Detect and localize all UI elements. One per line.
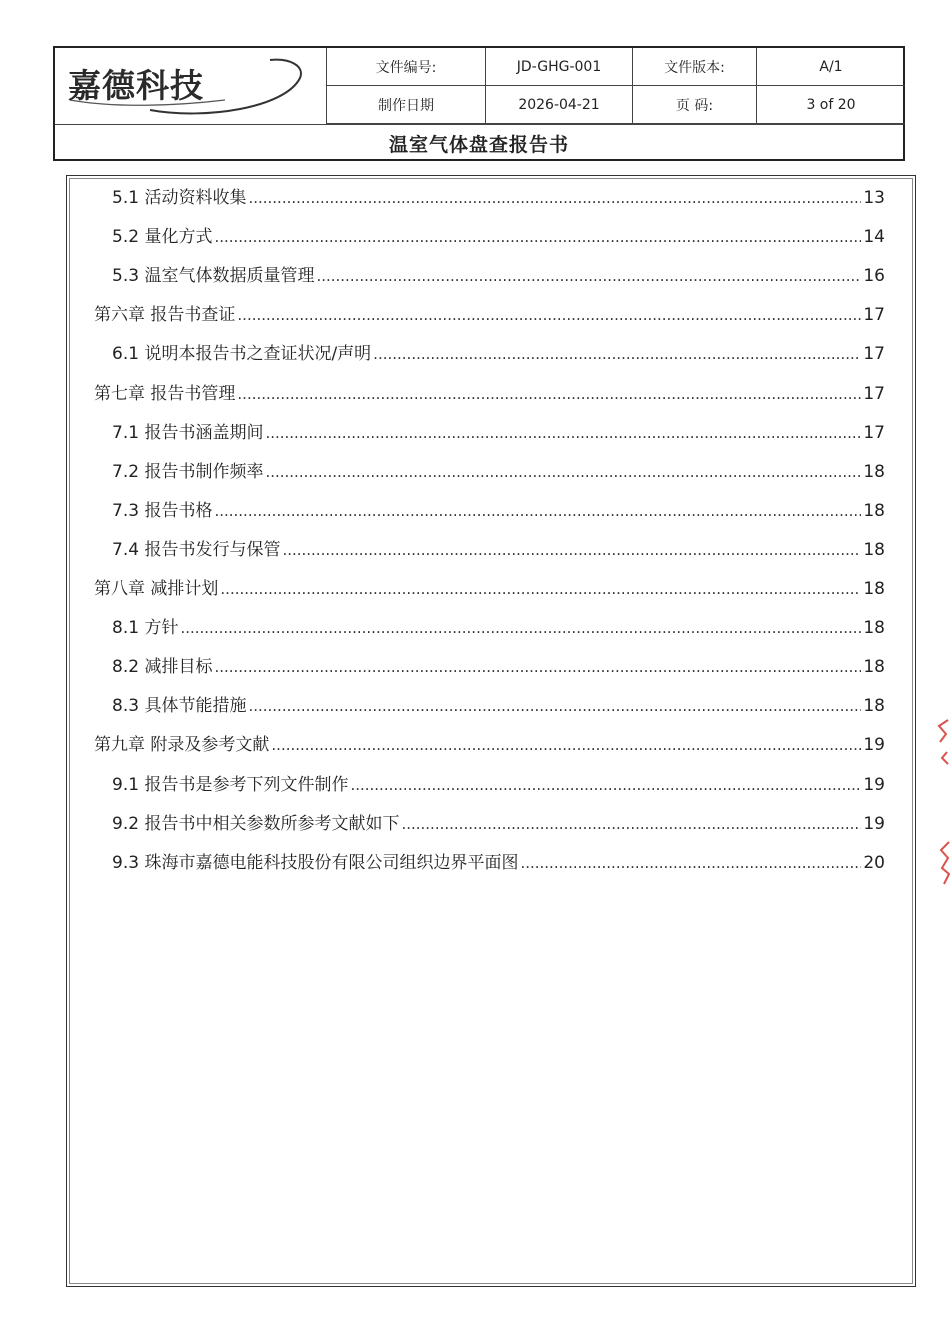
toc-entry-title: 8.1 方针 [112,618,179,639]
toc-entry [112,809,885,833]
toc-entry-title: 第七章 报告书管理 [94,383,236,404]
toc-leader-dots [316,267,861,285]
toc-entry-title: 8.2 减排目标 [112,657,213,678]
page-label: 页 码: [633,86,757,124]
toc-leader-dots [214,228,861,246]
toc-entry [94,300,885,324]
toc-entry [112,339,885,363]
toc-entry-page: 19 [863,774,885,795]
toc-entry-title: 5.1 活动资料收集 [112,188,247,208]
toc-entry-title: 9.3 珠海市嘉德电能科技股份有限公司组织边界平面图 [112,852,519,873]
date-value: 2026-04-21 [486,86,633,124]
toc-entry-page: 13 [863,188,885,208]
toc-entry-page: 18 [863,500,885,521]
toc-entry [112,183,885,207]
toc-entry-page: 17 [863,344,885,365]
toc-entry-page: 17 [863,383,885,404]
doc-no-label: 文件编号: [327,48,486,86]
toc-leader-dots [237,385,861,403]
logo-text: 嘉德科技 [68,66,204,105]
toc-entry-title: 7.2 报告书制作频率 [112,461,264,482]
toc-entry-title: 7.4 报告书发行与保管 [112,539,281,560]
toc-entry-page: 17 [863,422,885,443]
toc-entry [112,535,885,559]
toc-entry-page: 19 [863,813,885,834]
document-header [53,46,905,161]
doc-meta-table [327,48,905,124]
toc-entry [94,379,885,403]
toc-leader-dots [282,541,861,559]
toc-entry-title: 8.3 具体节能措施 [112,696,247,717]
toc-leader-dots [271,736,861,754]
toc-entry-title: 9.1 报告书是参考下列文件制作 [112,774,349,795]
toc-entry [112,691,885,715]
toc-entry [112,222,885,246]
toc-leader-dots [350,776,861,794]
page-value: 3 of 20 [757,86,905,124]
toc-leader-dots [265,463,861,481]
toc-entry [112,496,885,520]
toc-entry-title: 7.1 报告书涵盖期间 [112,422,264,443]
seal-stamp-fragment [936,712,950,892]
toc-entry-title: 9.2 报告书中相关参数所参考文献如下 [112,813,400,834]
toc-leader-dots [214,658,861,676]
toc-entry-title: 第九章 附录及参考文献 [94,735,270,756]
toc-entry [112,457,885,481]
toc-leader-dots [373,345,861,363]
toc-entry-title: 6.1 说明本报告书之查证状况/声明 [112,344,372,365]
toc-leader-dots [248,697,861,715]
toc-leader-dots [220,580,861,598]
toc-entry-page: 18 [863,461,885,482]
toc-entry-title: 7.3 报告书格 [112,500,213,521]
version-value: A/1 [757,48,905,86]
toc-entry-page: 18 [863,618,885,639]
toc-leader-dots [180,619,861,637]
toc-entry [112,613,885,637]
toc-entry-page: 19 [863,735,885,756]
toc-leader-dots [237,306,861,324]
company-logo [55,48,327,124]
document-title: 温室气体盘查报告书 [55,124,903,161]
toc-entry [112,418,885,442]
toc-entry-page: 18 [863,696,885,717]
toc-entry-title: 第六章 报告书查证 [94,305,236,326]
toc-leader-dots [520,854,861,872]
toc-leader-dots [401,815,861,833]
toc-entry-page: 17 [863,305,885,326]
version-label: 文件版本: [633,48,757,86]
toc-entry [112,261,885,285]
date-label: 制作日期 [327,86,486,124]
toc-entry-page: 18 [863,579,885,599]
toc-entry-title: 第八章 减排计划 [94,579,219,599]
toc-entry-title: 5.2 量化方式 [112,227,213,248]
toc-leader-dots [265,424,861,442]
toc-entry [112,770,885,794]
toc-entry [112,652,885,676]
doc-no-value: JD-GHG-001 [486,48,633,86]
toc-entry-page: 18 [863,657,885,678]
toc-entry [94,574,885,598]
toc-entry-page: 16 [863,266,885,287]
toc-entry-page: 18 [863,539,885,560]
toc-entry-page: 20 [863,852,885,873]
toc-entry-page: 14 [863,227,885,248]
toc-leader-dots [214,502,861,520]
toc-leader-dots [248,189,861,207]
toc-entry [112,848,885,872]
toc-entry-title: 5.3 温室气体数据质量管理 [112,266,315,287]
toc-entry [94,730,885,754]
